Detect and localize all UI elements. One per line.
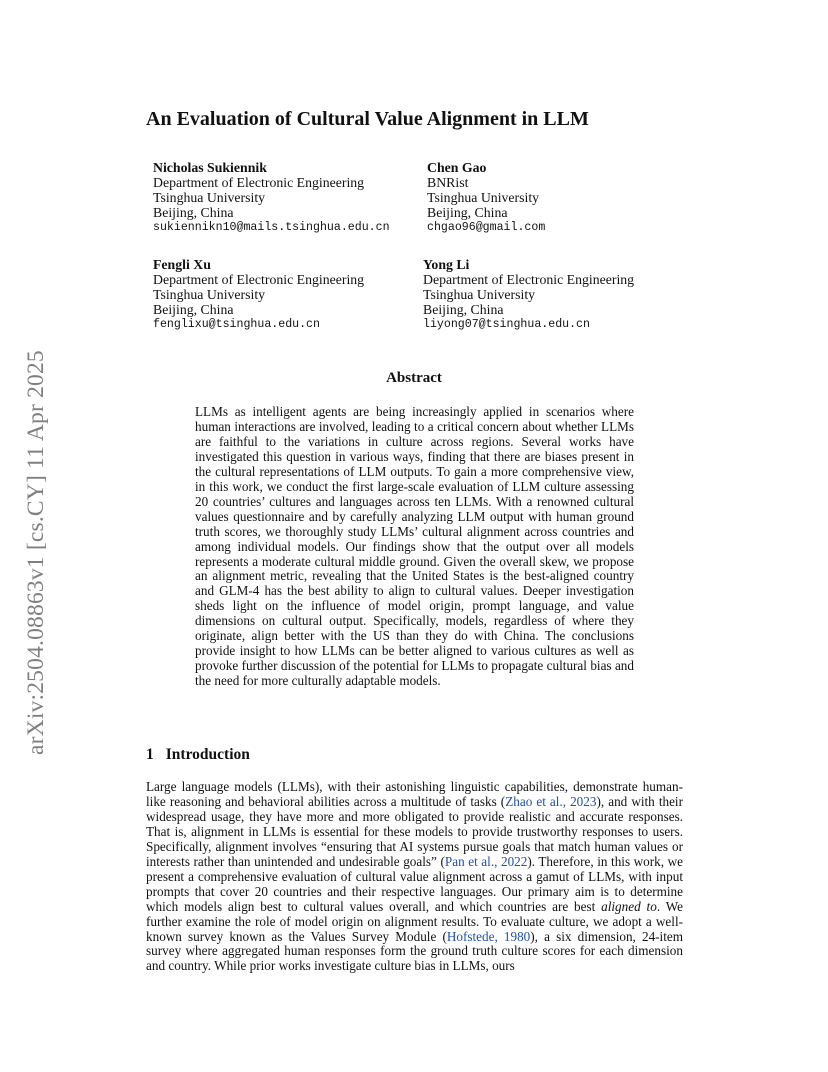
body-text: ), and with their widespread usage, they have more and more obligated to provide realistic and accurate responses. That is, alignment in LLMs is essential for these models to provide trustworthy responses to users. Specifically, alignment involves “ensuring that AI systems pursue goals that match human values or interests rather than unintended and undesirable goals” ( xyxy=(146,793,683,869)
emphasized-text: aligned to xyxy=(601,898,657,914)
section-number: 1 xyxy=(146,746,154,763)
author-location: Beijing, China xyxy=(427,205,508,220)
author-name: Fengli Xu xyxy=(153,257,211,272)
section-heading xyxy=(146,746,250,764)
author-name: Nicholas Sukiennik xyxy=(153,160,267,175)
author-organization: Tsinghua University xyxy=(153,190,266,205)
introduction-paragraph xyxy=(146,780,683,974)
author-email[interactable]: liyong07@tsinghua.edu.cn xyxy=(423,318,590,331)
citation-link[interactable]: Hofstede, 1980 xyxy=(446,928,531,944)
author-email[interactable]: fenglixu@tsinghua.edu.cn xyxy=(153,318,320,331)
abstract-heading: Abstract xyxy=(386,370,442,386)
author-organization: Tsinghua University xyxy=(153,287,266,302)
author-block xyxy=(153,257,364,332)
body-text: . We further examine the role of model origin on alignment results. To evaluate culture, we adopt a well-known survey known as the Values Survey Module ( xyxy=(146,898,683,944)
paper-title: An Evaluation of Cultural Value Alignment in LLM xyxy=(146,108,589,130)
author-block xyxy=(427,160,545,235)
author-name: Chen Gao xyxy=(427,160,487,175)
author-email[interactable]: chgao96@gmail.com xyxy=(427,221,546,234)
body-text: Large language models (LLMs), with their astonishing linguistic capabilities, demonstrate human-like reasoning and behavioral abilities across a multitude of tasks ( xyxy=(146,779,683,809)
author-department: Department of Electronic Engineering xyxy=(153,272,365,287)
author-organization: Tsinghua University xyxy=(427,190,540,205)
author-block xyxy=(153,160,390,235)
author-email[interactable]: sukiennikn10@mails.tsinghua.edu.cn xyxy=(153,221,390,234)
citation-link[interactable]: Zhao et al., 2023 xyxy=(505,793,597,809)
author-department: Department of Electronic Engineering xyxy=(153,175,365,190)
author-location: Beijing, China xyxy=(153,205,234,220)
author-department: BNRist xyxy=(427,175,469,190)
author-location: Beijing, China xyxy=(423,302,504,317)
body-text: ). Therefore, in this work, we present a comprehensive evaluation of cultural value alignment across a gamut of LLMs, with input prompts that cover 20 countries and their respective languages. Our primary aim is to determine which models align best to cultural values overall, and which countries are best xyxy=(146,853,683,914)
author-location: Beijing, China xyxy=(153,302,234,317)
author-block xyxy=(423,257,634,332)
section-title: Introduction xyxy=(165,746,250,763)
arxiv-identifier: arXiv:2504.08863v1 [cs.CY] 11 Apr 2025 xyxy=(23,350,49,755)
body-text: ), a six dimension, 24-item survey where aggregated human responses form the ground truth culture scores for each dimension and country. While prior works investigate culture bias in LLMs, ours xyxy=(146,928,684,974)
citation-link[interactable]: Pan et al., 2022 xyxy=(444,853,528,869)
abstract-text: LLMs as intelligent agents are being increasingly applied in scenarios where human interactions are involved, leading to a critical concern about whether LLMs are faithful to the variations in culture across regions. Several works have investigated this question in various ways, finding that there are biases present in the cultural representations of LLM outputs. To gain a more comprehensive view, in this work, we conduct the first large-scale evaluation of LLM culture assessing 20 countries’ cultures and languages across ten LLMs. With a renowned cultural values questionnaire and by carefully analyzing LLM output with human ground truth scores, we thoroughly study LLMs’ cultural alignment across countries and among individual models. Our findings show that the output over all models represents a moderate cultural middle ground. Given the overall skew, we propose an alignment metric, revealing that the United States is the best-aligned country and GLM-4 has the best ability to align to cultural values. Deeper investigation sheds light on the influence of model origin, prompt language, and value dimensions on cultural output. Specifically, models, regardless of where they originate, align better with the US than they do with China. The conclusions provide insight to how LLMs can be better aligned to various cultures as well as provoke further discussion of the potential for LLMs to propagate cultural bias and the need for more culturally adaptable models. xyxy=(195,404,634,689)
author-name: Yong Li xyxy=(423,257,470,272)
author-organization: Tsinghua University xyxy=(423,287,536,302)
author-department: Department of Electronic Engineering xyxy=(423,272,635,287)
